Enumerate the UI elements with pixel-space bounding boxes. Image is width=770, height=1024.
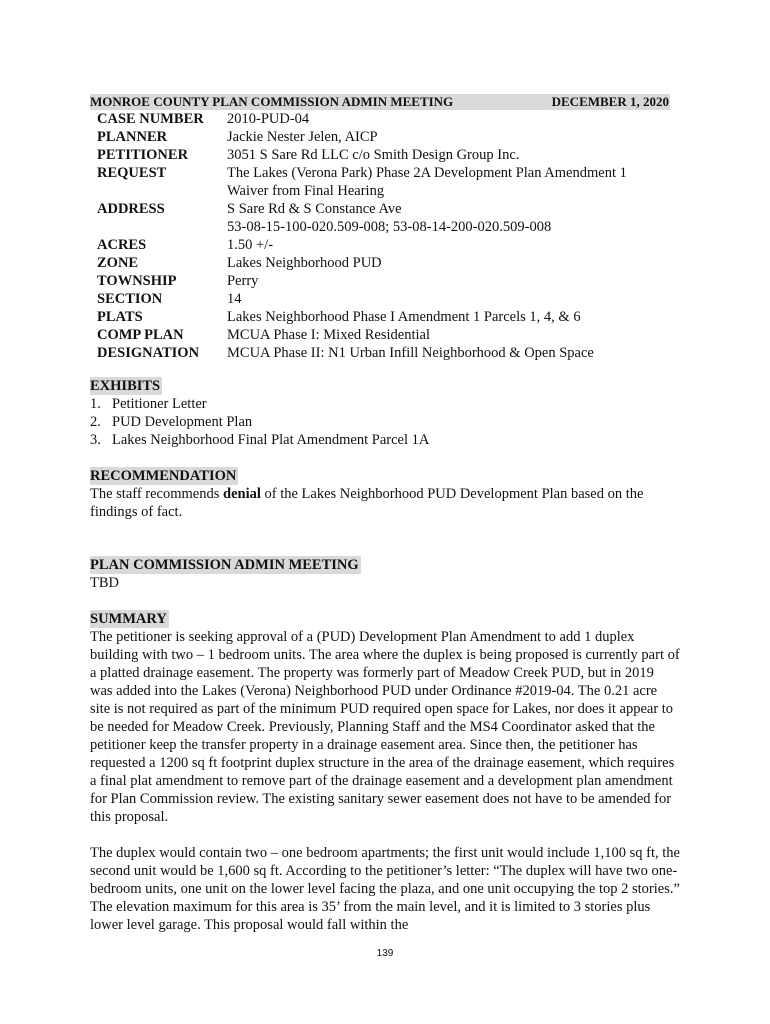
info-value: S Sare Rd & S Constance Ave <box>227 201 402 217</box>
info-label <box>90 182 227 200</box>
info-row <box>90 344 670 362</box>
info-label: ZONE <box>97 255 139 271</box>
list-item: 2. PUD Development Plan <box>90 414 253 430</box>
exhibits-list <box>90 395 680 449</box>
recommendation-heading: RECOMMENDATION <box>90 468 237 484</box>
info-row <box>90 326 670 344</box>
info-value: 3051 S Sare Rd LLC c/o Smith Design Group Inc. <box>227 147 520 163</box>
info-value: MCUA Phase I: Mixed Residential <box>227 327 430 343</box>
info-row <box>90 236 670 254</box>
info-row <box>90 290 670 308</box>
admin-meeting-section <box>90 556 680 592</box>
recommendation-text: The staff recommends denial of the Lakes Neighborhood PUD Development Plan based on the findings of fact. <box>90 486 644 520</box>
info-row <box>90 218 670 236</box>
info-label: SECTION <box>97 291 163 307</box>
summary-paragraph-2: The duplex would contain two – one bedroom apartments; the first unit would include 1,100 sq ft, the second unit would be 1,600 sq ft. According to the petitioner’s letter: “The duplex will have two one-bedroom units, one unit on the lower level facing the plaza, and one unit occupying the top 2 stories.” The elevation maximum for this area is 35’ from the main level, and it is limited to 3 stories plus lower level garage. This proposal would fall within the <box>90 845 680 933</box>
info-value: 2010-PUD-04 <box>227 111 310 127</box>
info-label: ACRES <box>97 237 147 253</box>
list-item: 3. Lakes Neighborhood Final Plat Amendment Parcel 1A <box>90 432 430 448</box>
info-label: ADDRESS <box>97 201 165 217</box>
meeting-date: DECEMBER 1, 2020 <box>551 94 669 109</box>
info-row <box>90 164 670 182</box>
info-value: Jackie Nester Jelen, AICP <box>227 129 378 145</box>
info-label: COMP PLAN <box>97 327 184 343</box>
info-value: Waiver from Final Hearing <box>227 183 385 199</box>
list-item: 1. Petitioner Letter <box>90 396 207 412</box>
info-label: DESIGNATION <box>97 345 200 361</box>
info-value: 1.50 +/- <box>227 237 274 253</box>
info-row <box>90 182 670 200</box>
info-row <box>90 110 670 128</box>
info-value: The Lakes (Verona Park) Phase 2A Development Plan Amendment 1 <box>227 165 627 181</box>
info-row <box>90 272 670 290</box>
admin-meeting-heading: PLAN COMMISSION ADMIN MEETING <box>90 557 359 573</box>
info-row <box>90 254 670 272</box>
info-row <box>90 308 670 326</box>
info-value: MCUA Phase II: N1 Urban Infill Neighborhood & Open Space <box>227 345 594 361</box>
info-value: Perry <box>227 273 259 289</box>
info-row <box>90 200 670 218</box>
info-row <box>90 146 670 164</box>
recommendation-section <box>90 467 680 521</box>
summary-section <box>90 610 680 934</box>
info-label: PETITIONER <box>97 147 189 163</box>
info-label <box>90 218 227 236</box>
recommendation-denial: denial <box>223 486 261 502</box>
info-label: CASE NUMBER <box>97 111 204 127</box>
summary-heading: SUMMARY <box>90 611 167 627</box>
info-value: 14 <box>227 291 242 307</box>
summary-paragraph-1: The petitioner is seeking approval of a (PUD) Development Plan Amendment to add 1 duplex building with two – 1 bedroom units. The area where the duplex is being proposed is currently part of a platted drainage easement. The property was formerly part of Meadow Creek PUD, but in 2019 was added into the Lakes (Verona) Neighborhood PUD under Ordinance #2019-04. The 0.21 acre site is not required as part of the minimum PUD required open space for Lakes, nor does it appear to be needed for Meadow Creek. Previously, Planning Staff and the MS4 Coordinator asked that the petitioner keep the transfer property in a drainage easement area. Since then, the petitioner has requested a 1200 sq ft footprint duplex structure in the area of the drainage easement, which requires a final plat amendment to remove part of the drainage easement and a development plan amendment for Plan Commission review. The existing sanitary sewer easement does not have to be amended for this proposal. <box>90 629 680 825</box>
info-row <box>90 128 670 146</box>
admin-meeting-text: TBD <box>90 575 119 591</box>
meeting-title: MONROE COUNTY PLAN COMMISSION ADMIN MEETING <box>90 94 454 109</box>
info-value: Lakes Neighborhood PUD <box>227 255 382 271</box>
exhibits-section <box>90 377 680 449</box>
exhibits-heading: EXHIBITS <box>90 378 161 394</box>
page-number: 139 <box>376 948 394 959</box>
info-label: TOWNSHIP <box>97 273 177 289</box>
info-value: 53-08-15-100-020.509-008; 53-08-14-200-020.509-008 <box>227 219 552 235</box>
info-value: Lakes Neighborhood Phase I Amendment 1 Parcels 1, 4, & 6 <box>227 309 581 325</box>
info-label: PLATS <box>97 309 143 325</box>
info-label: REQUEST <box>97 165 167 181</box>
info-label: PLANNER <box>97 129 168 145</box>
case-info-table <box>90 110 670 362</box>
meeting-header <box>90 94 670 110</box>
